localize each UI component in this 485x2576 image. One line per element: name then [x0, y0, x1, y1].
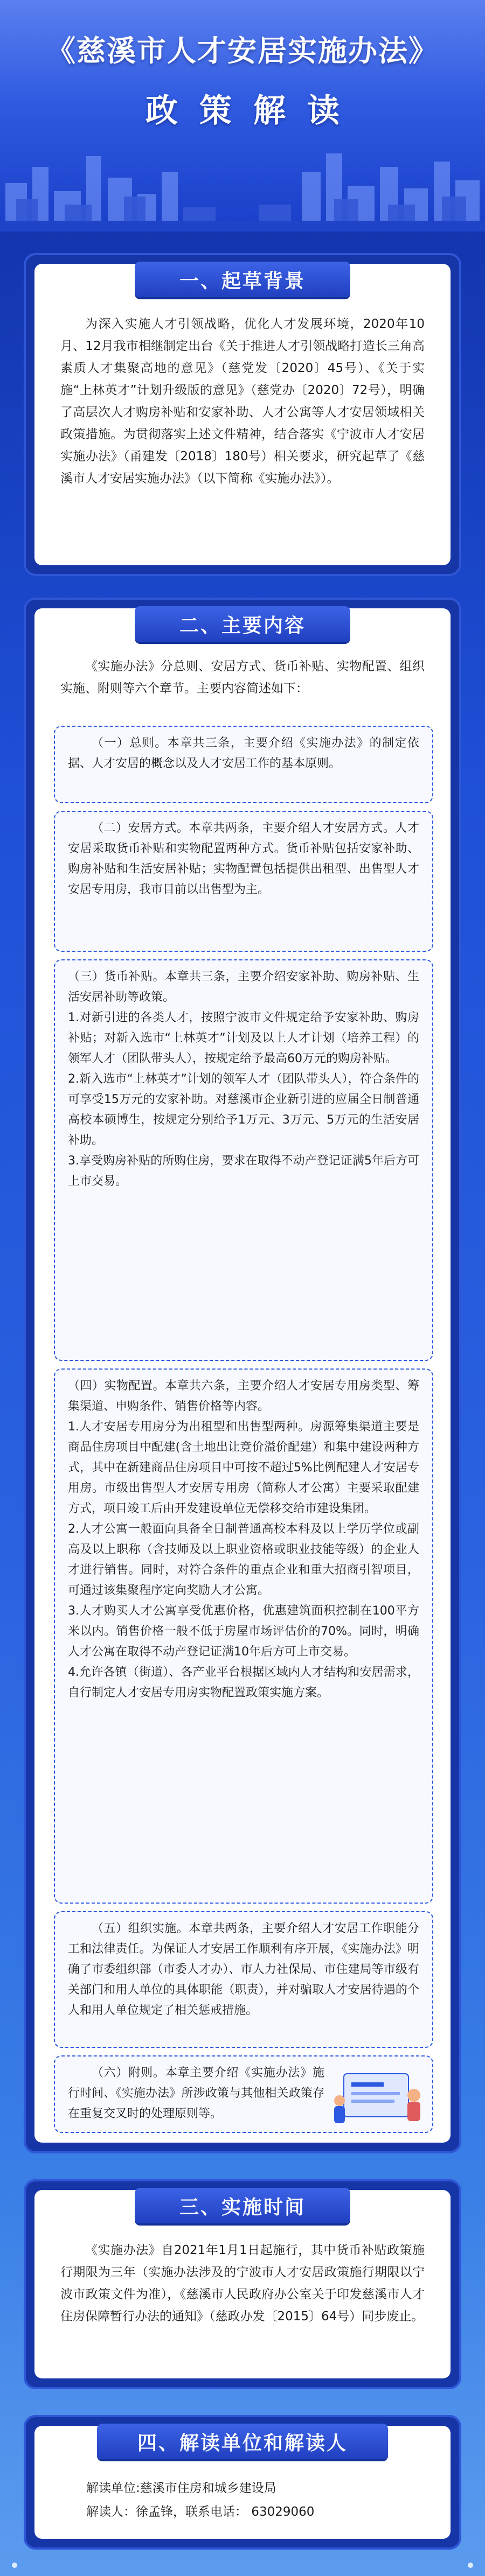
section-effective-date: [24, 2179, 461, 2389]
content-box-housing-methods: [54, 811, 433, 952]
page-subtitle: 政策解读: [146, 92, 361, 130]
decorative-dot: [12, 2563, 17, 2568]
section-interpreter-panel: [34, 2426, 451, 2539]
content-box-monetary-subsidy: [54, 959, 433, 1361]
section-heading: 三、实施时间: [135, 2188, 350, 2223]
main-content-intro: 《实施办法》分总则、安居方式、货币补贴、实物配置、组织实施、附则等六个章节。主要内容简述如下：: [60, 659, 425, 696]
people-illustration: [333, 2063, 425, 2128]
section-effective-date-panel: [34, 2190, 451, 2378]
box-text: （一）总则。本章共三条，主要介绍《实施办法》的制定依据、人才安居的概念以及人才安居工作的基本原则。: [68, 736, 419, 770]
box-text: （六）附则。本章主要介绍《实施办法》施行时间、《实施办法》所涉政策与其他相关政策存在重复交叉时的处理原则等。: [68, 2066, 324, 2121]
interpreter-person: 解读人：徐孟锋，联系电话： 63029060: [86, 2505, 315, 2519]
header-banner: [0, 0, 485, 231]
section-heading: 一、起草背景: [135, 262, 350, 297]
box-text: （二）安居方式。本章共两条，主要介绍人才安居方式。人才安居采取货币补贴和实物配置两种方式。货币补贴包括安家补助、购房补贴和生活安居补贴；实物配置包括提供出租型、出售型人才安居专用房，我市目前以出售型为主。: [68, 822, 419, 896]
interpreter-unit: 解读单位:慈溪市住房和城乡建设局: [86, 2481, 276, 2495]
section-interpreter: [24, 2415, 461, 2550]
background-paragraph: 为深入实施人才引领战略，优化人才发展环境，2020年10月、12月我市相继制定出台《关于推进人才引领战略打造长三角高素质人才集聚高地的意见》（慈党发〔2020〕45号）、《关于实施“上林英才”计划升级版的意见》（慈党办〔2020〕72号），明确了高层次人才购房补贴和安家补助、人才公寓等人才安居领域相关政策措施。为贯彻落实上述文件精神，结合落实《宁波市人才安居实施办法》（甬建发〔2018〕180号）相关要求，研究起草了《慈溪市人才安居实施办法》（以下简称《实施办法》）。: [60, 317, 425, 486]
section-background-panel: [34, 264, 451, 565]
content-box-supplementary: [54, 2055, 433, 2133]
city-skyline-graphic: [0, 140, 485, 231]
content-box-general: [54, 726, 433, 803]
section-heading: 四、解读单位和解读人: [97, 2424, 388, 2459]
page-title: 《慈溪市人才安居实施办法》: [46, 33, 439, 68]
box-text: （四）实物配置。本章共六条，主要介绍人才安居专用房类型、筹集渠道、申购条件、销售价格等内容。 1.人才安居专用房分为出租型和出售型两种。房源筹集渠道主要是商品住房项目中配建(含土地出让竞价溢价配建）和集中建设两种方式，其中在新建商品住房项目中可按不超过5%比例配建人才安居专用房。市级出售型人才安居专用房（简称人才公寓）主要采取配建方式，项目竣工后由开发建设单位无偿移交给市建设集团。 2.人才公寓一般面向具备全日制普通高校本科及以上学历学位或副高及以上职称（含技师及以上职业资格或职业技能等级）的企业人才进行销售。同时，对符合条件的重点企业和重大招商引智项目，可通过该集聚程序定向奖励人才公寓。 3.人才购买人才公寓享受优惠价格，优惠建筑面积控制在100平方米以内。销售价格一般不低于房屋市场评估价的70%。同时，明确人才公寓在取得不动产登记证满10年后方可上市交易。 4.允许各镇（街道）、各产业平台根据区域内人才结构和安居需求，自行制定人才安居专用房实物配置政策实施方案。: [68, 1379, 419, 1700]
decorative-dot: [468, 2563, 473, 2568]
content-box-organization: [54, 1911, 433, 2048]
box-text: （五）组织实施。本章共两条，主要介绍人才安居工作职能分工和法律责任。为保证人才安居工作顺利有序开展，《实施办法》明确了市委组织部（市委人才办）、市人力社保局、市住建局等市级有关部门和用人单位的具体职能（职责），并对骗取人才安居待遇的个人和用人单位规定了相关惩戒措施。: [68, 1922, 419, 2017]
box-text: （三）货币补贴。本章共三条，主要介绍安家补助、购房补贴、生活安居补助等政策。 1.对新引进的各类人才，按照宁波市文件规定给予安家补助、购房补贴；对新入选市“上林英才”计划及以上人才计划（培养工程）的领军人才（团队带头人），按规定给予最高60万元的购房补贴。 2.新入选市“上林英才”计划的领军人才（团队带头人），符合条件的可享受15万元的安家补助。对慈溪市企业新引进的应届全日制普通高校本硕博生，按规定分别给予1万元、3万元、5万元的生活安居补助。 3.享受购房补贴的所购住房，要求在取得不动产登记证满5年后方可上市交易。: [68, 970, 419, 1188]
content-box-physical-allocation: [54, 1368, 433, 1904]
section-main-content: [24, 598, 461, 2153]
section-heading: 二、主要内容: [135, 606, 350, 642]
effective-date-paragraph: 《实施办法》自2021年1月1日起施行，其中货币补贴政策施行期限为三年（实施办法涉及的宁波市人才安居政策施行期限以宁波市政策文件为准），《慈溪市人民政府办公室关于印发慈溪市人才住房保障暂行办法的通知》（慈政办发〔2015〕64号）同步废止。: [60, 2243, 425, 2324]
section-background: [24, 253, 461, 576]
section-main-content-panel: [34, 608, 451, 2143]
